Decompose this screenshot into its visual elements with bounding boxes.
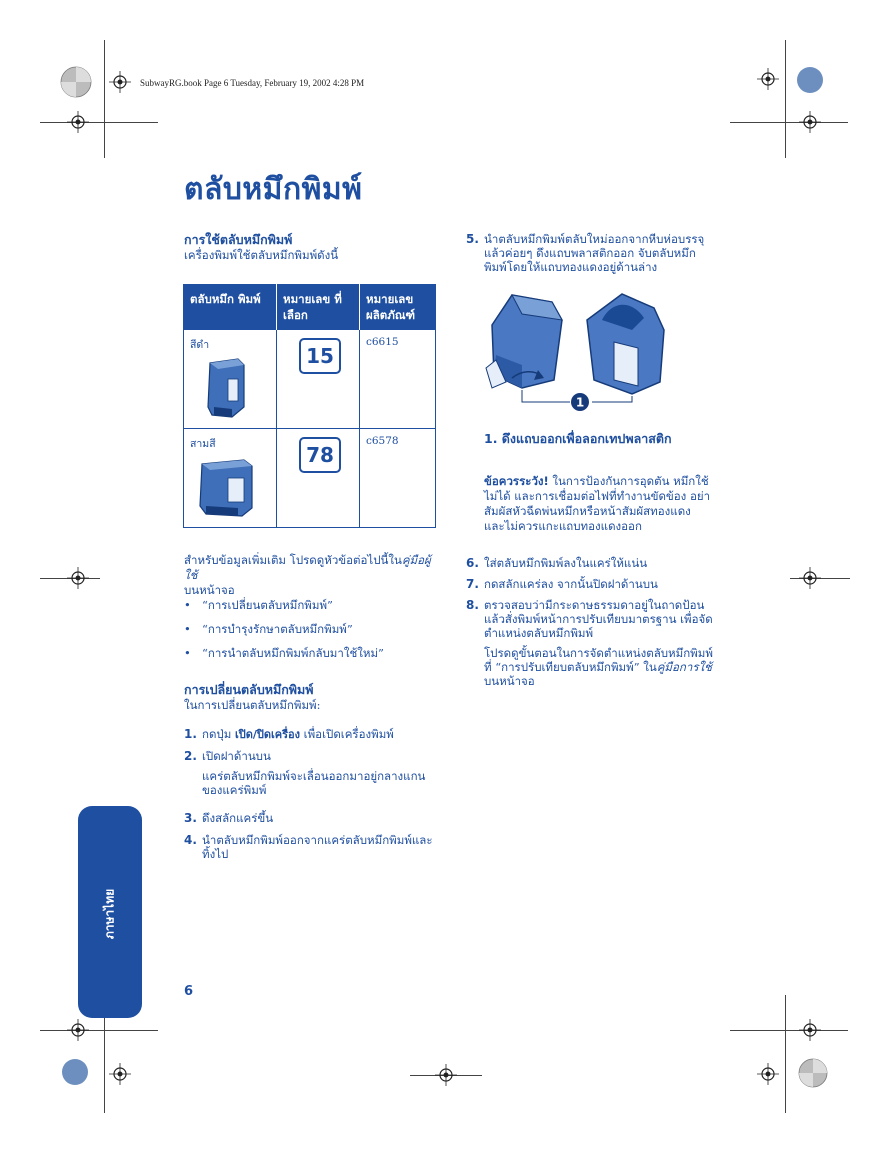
registration-mark-icon [67,111,89,133]
caution-paragraph [484,474,714,534]
list-item: • “การบำรุงรักษาตลับหมึกพิมพ์” [184,622,444,637]
crop-line [40,1030,158,1031]
select-number-badge: 78 [299,437,341,473]
step-subtext-pre: โปรดดูขั้นตอนในการจัดตำแหน่งตลับหมึกพิมพ์ที่ “การปรับเทียบตลับหมึกพิมพ์” ใน [484,646,713,674]
registration-mark-icon [435,1064,457,1086]
table-cell: c6578 [360,429,436,528]
step-number: 4. [184,833,197,847]
cartridge-table [183,284,436,528]
more-info-suffix: บนหน้าจอ [184,583,235,597]
step-number: 6. [466,556,479,570]
step-7 [466,577,716,591]
table-row [184,330,436,429]
file-info-header: SubwayRG.book Page 6 Tuesday, February 19, 2002 4:28 PM [140,78,365,88]
table-cell [184,429,277,528]
table-header: หมายเลข ที่เลือก [277,285,360,330]
registration-mark-icon [67,1019,89,1041]
cartridge-type: สามสี [190,438,216,450]
power-button-label: เปิด/ปิดเครื่อง [234,728,301,741]
step-number: 7. [466,577,479,591]
step-text: กดปุ่ม [202,727,235,741]
user-guide-link: คู่มือการใช้ [656,660,712,674]
table-row [184,429,436,528]
table-cell: c6615 [360,330,436,429]
table-cell [277,330,360,429]
step-subtext-post: บนหน้าจอ [484,674,535,688]
step-subtext [484,646,716,688]
language-tab-label: ภาษาไทย [102,888,117,940]
cartridge-tape-removal-illustration [482,290,672,415]
crop-line [730,122,848,123]
black-cartridge-icon [204,357,248,419]
bullet-list [184,598,444,670]
step-3 [184,811,444,825]
table-header: ตลับหมึก พิมพ์ [184,285,277,330]
registration-mark-icon [59,65,93,99]
step-text: ใส่ตลับหมึกพิมพ์ลงในแคร่ให้แน่น [484,556,648,570]
registration-mark-icon [757,68,779,90]
registration-mark-icon [795,65,825,95]
callout-number: 1 [575,395,585,410]
figure-caption: 1. ดึงแถบออกเพื่อลอกเทปพลาสติก [484,431,672,446]
section-intro-replace: ในการเปลี่ยนตลับหมึกพิมพ์: [184,698,321,712]
table-header: หมายเลข ผลิตภัณฑ์ [360,285,436,330]
tricolor-cartridge-icon [198,456,256,518]
step-text: เปิดฝาด้านบน [202,749,271,763]
crop-line [730,1030,848,1031]
step-4 [184,833,444,861]
step-text: ตรวจสอบว่ามีกระดาษธรรมดาอยู่ในถาดป้อน แล้วสั่งพิมพ์หน้าการปรับเทียบมาตรฐาน เพื่อจัดตำแหน่งตลับหมึกพิมพ์ [484,598,713,640]
crop-line [785,40,786,158]
step-text: นำตลับหมึกพิมพ์ตลับใหม่ออกจากหีบห่อบรรจุ แล้วค่อยๆ ดึงแถบพลาสติกออก จับตลับหมึกพิมพ์โดยให้แถบทองแดงอยู่ด้านล่าง [484,232,705,274]
step-1 [184,727,444,742]
caution-text: ในการป้องกันการอุดตัน หมึกใช้ไม่ได้ และการเชื่อมต่อไฟที่ทำงานขัดข้อง อย่าสัมผัสหัวฉีดพ่นหมึกหรือหน้าสัมผัสทองแดง และไม่ควรแกะแถบทองแดงออก [484,474,711,533]
registration-mark-icon [799,111,821,133]
select-number-badge: 15 [299,338,341,374]
step-2 [184,749,444,797]
registration-mark-icon [109,71,131,93]
crop-line [785,995,786,1113]
list-item: • “การเปลี่ยนตลับหมึกพิมพ์” [184,598,444,613]
more-info-paragraph [184,553,444,598]
step-text: เพื่อเปิดเครื่องพิมพ์ [300,727,394,741]
section-intro-use: เครื่องพิมพ์ใช้ตลับหมึกพิมพ์ดังนี้ [184,248,339,262]
section-heading-replace: การเปลี่ยนตลับหมึกพิมพ์ [184,682,314,697]
step-number: 2. [184,749,197,763]
more-info-text: สำหรับข้อมูลเพิ่มเติม โปรดดูหัวข้อต่อไปนี้ใน [184,553,402,567]
registration-mark-icon [67,567,89,589]
step-number: 3. [184,811,197,825]
user-guide-link: คู่มือผู้ใช้ [184,553,431,582]
list-item: • “การนำตลับหมึกพิมพ์กลับมาใช้ใหม่” [184,646,444,661]
step-text: นำตลับหมึกพิมพ์ออกจากแคร่ตลับหมึกพิมพ์และทิ้งไป [202,833,433,861]
cartridge-type: สีดำ [190,339,210,351]
registration-mark-icon [757,1063,779,1085]
registration-mark-icon [799,567,821,589]
step-text: กดสลักแคร่ลง จากนั้นปิดฝาด้านบน [484,577,658,591]
registration-mark-icon [109,1063,131,1085]
step-number: 1. [184,727,197,741]
section-heading-use: การใช้ตลับหมึกพิมพ์ [184,232,293,247]
step-subtext: แคร่ตลับหมึกพิมพ์จะเลื่อนออกมาอยู่กลางแกนของแคร่พิมพ์ [202,769,426,797]
step-text: ดึงสลักแคร่ขึ้น [202,811,274,825]
registration-mark-icon [799,1019,821,1041]
registration-mark-icon [797,1057,829,1089]
caution-label: ข้อควรระวัง! [484,474,549,488]
table-cell [184,330,277,429]
step-5 [466,232,716,274]
crop-line [40,122,158,123]
page-title: ตลับหมึกพิมพ์ [184,172,363,207]
language-side-tab [78,806,142,1018]
table-cell [277,429,360,528]
page-number: 6 [184,984,194,999]
step-8 [466,598,716,688]
step-number: 5. [466,232,479,246]
step-number: 8. [466,598,479,612]
crop-line [104,40,105,158]
registration-mark-icon [60,1057,90,1087]
step-6 [466,556,716,570]
